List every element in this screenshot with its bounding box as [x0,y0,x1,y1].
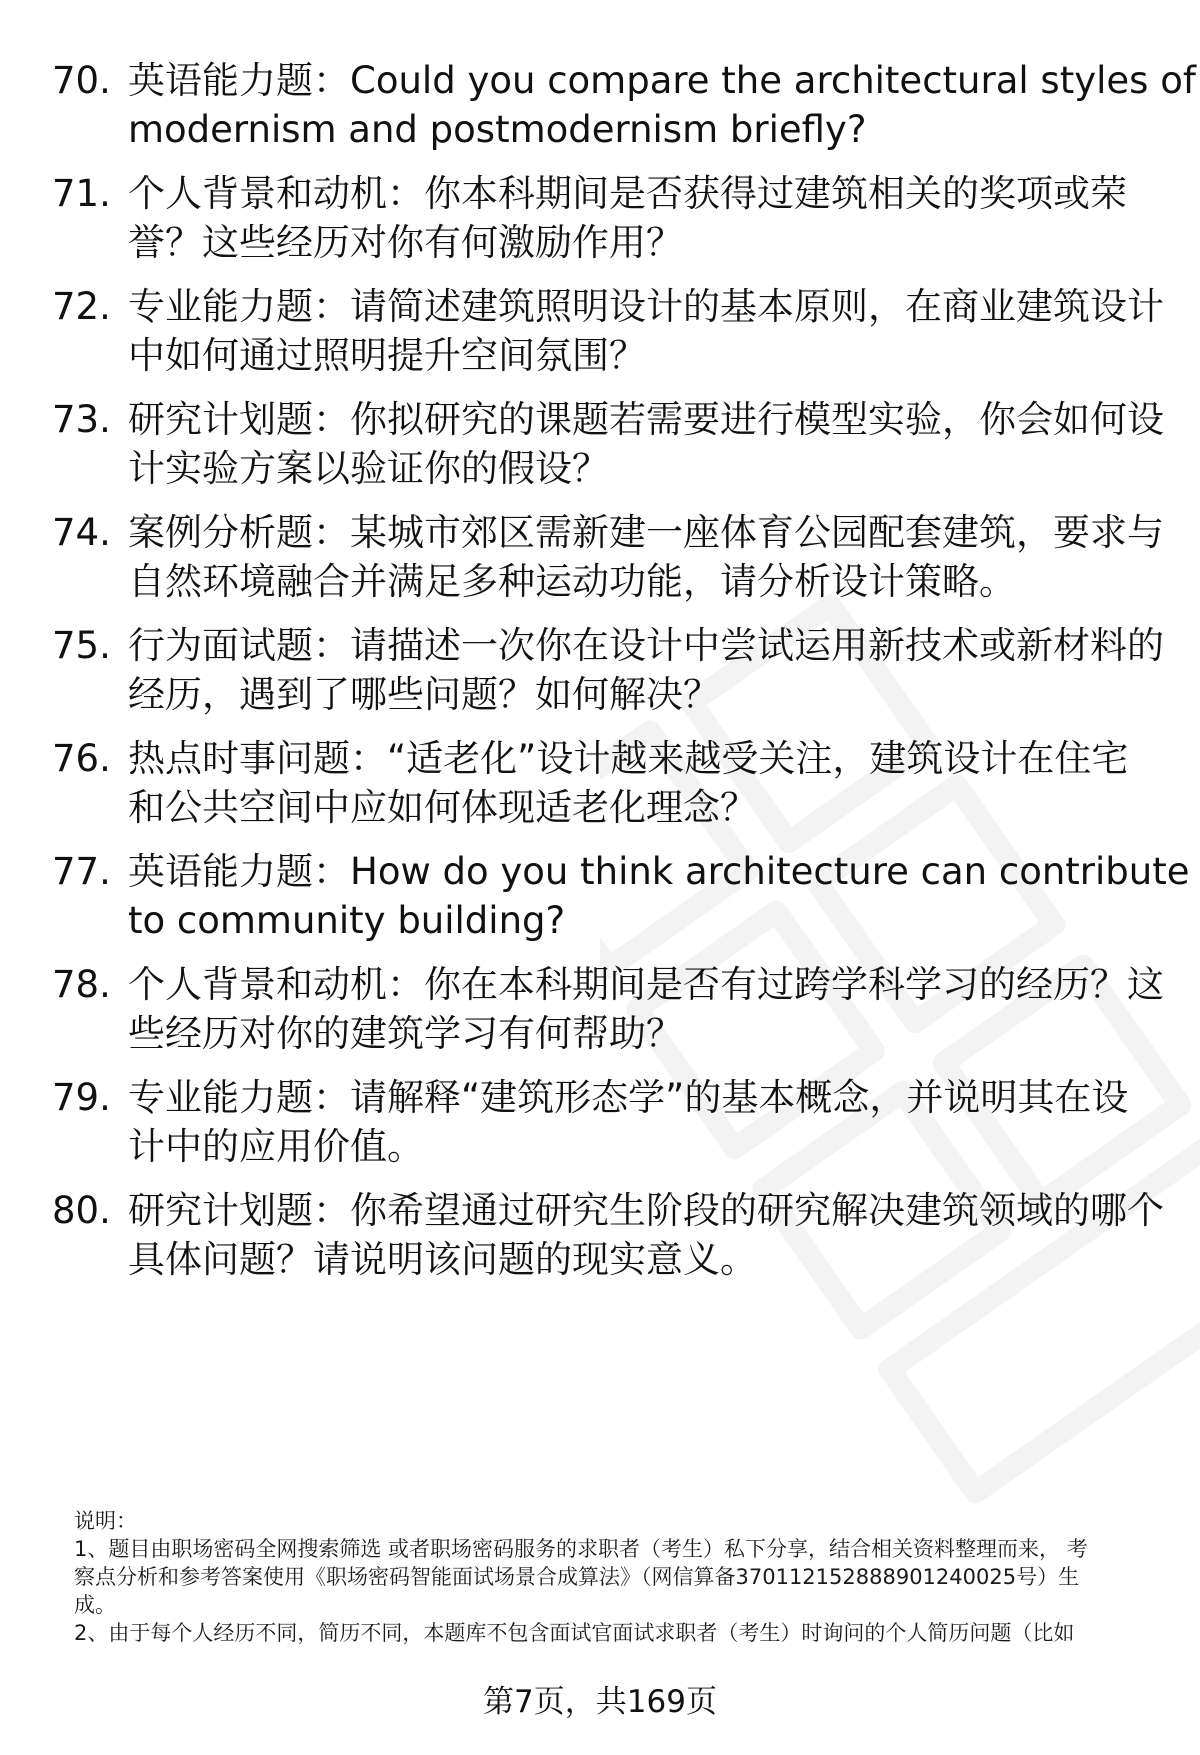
notes-section [74,1507,1154,1647]
question-text-line: 些经历对你的建筑学习有何帮助？ [128,1012,683,1055]
question-item [0,1073,1200,1183]
question-text-line: 英语能力题：Could you compare the architectural styles of [128,59,1196,102]
question-text-line: 个人背景和动机：你本科期间是否获得过建筑相关的奖项或荣 [128,172,1127,215]
question-number: 73. [52,398,111,441]
question-number: 79. [52,1076,111,1119]
question-text-line: 自然环境融合并满足多种运动功能，请分析设计策略。 [128,560,1016,603]
question-number: 70. [52,59,111,102]
question-text-line: 英语能力题：How do you think architecture can contribute [128,850,1190,893]
question-text-line: 和公共空间中应如何体现适老化理念？ [128,786,757,829]
question-text-line: 专业能力题：请解释“建筑形态学”的基本概念，并说明其在设 [128,1076,1129,1119]
question-text-line: 中如何通过照明提升空间氛围？ [128,334,646,377]
question-item [0,734,1200,844]
question-text-line: 研究计划题：你拟研究的课题若需要进行模型实验，你会如何设 [128,398,1164,441]
question-item [0,1186,1200,1296]
question-text-line: 个人背景和动机：你在本科期间是否有过跨学科学习的经历？这 [128,963,1164,1006]
question-number: 71. [52,172,111,215]
question-item [0,847,1200,957]
page-footer: 第7页，共169页 [483,1684,717,1720]
note-line: 1、题目由职场密码全网搜索筛选 或者职场密码服务的求职者（考生）私下分享，结合相关资料整理而来， 考 [74,1537,1088,1561]
question-item [0,282,1200,392]
question-item [0,621,1200,731]
question-text-line: to community building? [128,899,566,942]
question-number: 78. [52,963,111,1006]
question-text-line: 热点时事问题：“适老化”设计越来越受关注，建筑设计在住宅 [128,737,1129,780]
question-text-line: 誉？这些经历对你有何激励作用？ [128,221,683,264]
question-item [0,508,1200,618]
question-text-line: 经历，遇到了哪些问题？如何解决？ [128,673,720,716]
question-text-line: 案例分析题：某城市郊区需新建一座体育公园配套建筑，要求与 [128,511,1164,554]
question-number: 77. [52,850,111,893]
question-number: 74. [52,511,111,554]
note-line: 成。 [74,1593,116,1617]
question-item [0,960,1200,1070]
question-number: 76. [52,737,111,780]
question-text-line: modernism and postmodernism briefly? [128,108,867,151]
question-number: 72. [52,285,111,328]
note-line: 2、由于每个人经历不同，简历不同，本题库不包含面试官面试求职者（考生）时询问的个人简历问题（比如 [74,1621,1075,1645]
question-text-line: 计中的应用价值。 [128,1125,424,1168]
question-number: 80. [52,1189,111,1232]
question-item [0,56,1200,166]
question-item [0,395,1200,505]
notes-heading: 说明： [74,1509,137,1533]
question-text-line: 行为面试题：请描述一次你在设计中尝试运用新技术或新材料的 [128,624,1164,667]
question-text-line: 研究计划题：你希望通过研究生阶段的研究解决建筑领域的哪个 [128,1189,1164,1232]
question-text-line: 计实验方案以验证你的假设？ [128,447,609,490]
question-item [0,169,1200,279]
question-text-line: 专业能力题：请简述建筑照明设计的基本原则，在商业建筑设计 [128,285,1164,328]
question-number: 75. [52,624,111,667]
note-line: 察点分析和参考答案使用《职场密码智能面试场景合成算法》（网信算备370112152888901240025号）生 [74,1565,1080,1589]
question-text-line: 具体问题？请说明该问题的现实意义。 [128,1238,757,1281]
